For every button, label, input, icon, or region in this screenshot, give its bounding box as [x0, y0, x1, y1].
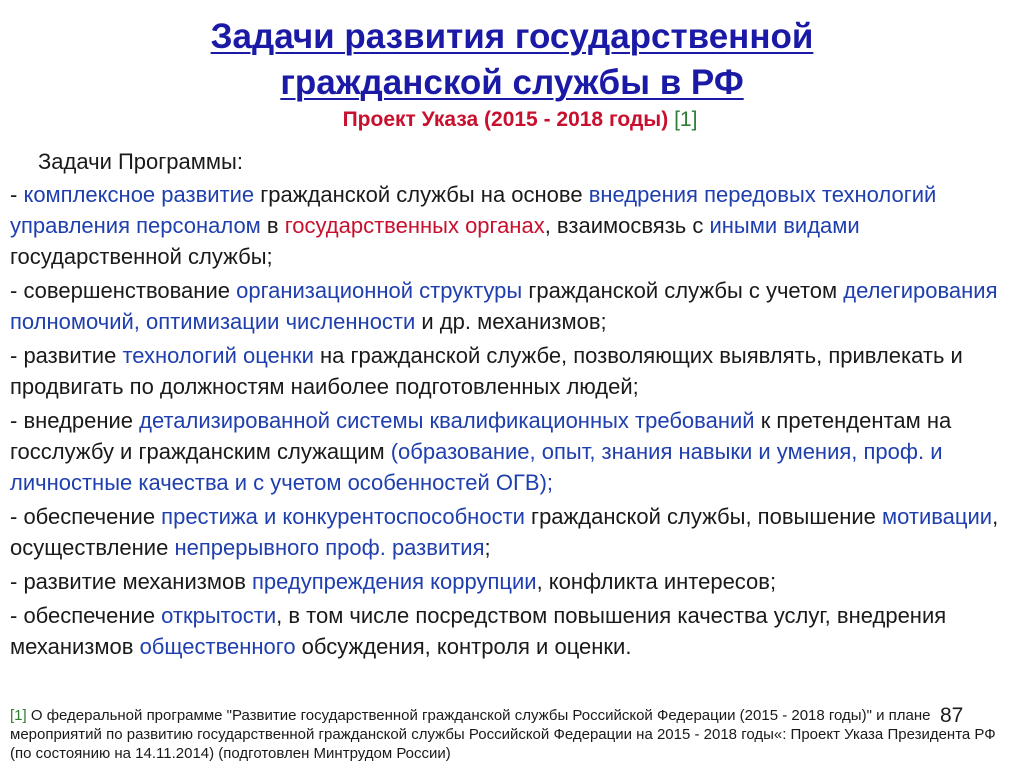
highlighted-phrase: общественного — [139, 634, 296, 659]
highlighted-phrase: технологий оценки — [122, 343, 314, 368]
highlighted-phrase: непрерывного проф. развития — [174, 535, 485, 560]
highlighted-phrase: комплексное развитие — [23, 182, 255, 207]
slide-title-line-2: гражданской службы в РФ — [280, 63, 744, 102]
highlighted-phrase: открытости — [161, 603, 277, 628]
list-item — [10, 600, 1014, 662]
item-text: и др. механизмов; — [415, 309, 607, 334]
footnote-text: О федеральной программе "Развитие государственной гражданской службы Российской Федерации (2015 - 2018 годы)" и плане мероприятий по развитию государственной гражданской службы Российской Федерации на 2015 - 2018 годы«: Проект Указа Президента РФ (по состоянию на 14.11.2014) (подготовлен Минтрудом России) — [10, 707, 996, 762]
slide-subtitle — [0, 106, 1024, 134]
subtitle-text: Проект Указа (2015 - 2018 годы) — [342, 108, 675, 131]
list-item — [10, 405, 1014, 498]
item-text: , осуществление — [10, 504, 999, 560]
item-text: - совершенствование — [10, 278, 237, 303]
list-item — [10, 179, 1014, 272]
item-text: , взаимосвязь с — [544, 213, 710, 238]
item-text: - развитие механизмов — [10, 569, 252, 594]
highlighted-phrase: иными видами — [709, 213, 860, 238]
item-text: , в том числе посредством повышения качества услуг, внедрения механизмов — [10, 603, 947, 659]
page-number: 87 — [940, 704, 964, 727]
list-item — [10, 566, 1014, 597]
item-text: - внедрение — [10, 408, 140, 433]
item-text: государственной службы; — [10, 244, 273, 269]
list-item — [10, 275, 1014, 337]
list-heading: Задачи Программы: — [38, 149, 243, 174]
item-text: обсуждения, контроля и оценки. — [295, 634, 632, 659]
subtitle-reference: [1] — [674, 108, 698, 131]
highlighted-phrase: государственных органах — [284, 213, 545, 238]
highlighted-phrase: организационной структуры — [236, 278, 523, 303]
highlighted-phrase: предупреждения коррупции — [252, 569, 537, 594]
task-items — [10, 179, 1014, 662]
item-text: - — [10, 182, 24, 207]
item-text: к претендентам на госслужбу и гражданским служащим — [10, 408, 952, 464]
slide-title-line-1: Задачи развития государственной — [210, 17, 814, 56]
highlighted-phrase: детализированной системы квалификационных требований — [139, 408, 755, 433]
highlighted-phrase: внедрения передовых технологий управления персоналом — [10, 182, 937, 238]
highlighted-phrase: (образование, опыт, знания навыки и умения, проф. и личностные качества и с учетом особенностей ОГВ); — [10, 439, 943, 495]
footnote-reference: [1] — [10, 707, 27, 724]
item-text: в — [260, 213, 285, 238]
item-text: на гражданской службе, позволяющих выявлять, привлекать и продвигать по должностям наиболее подготовленных людей; — [10, 343, 963, 399]
item-text: гражданской службы, повышение — [524, 504, 882, 529]
item-text: ; — [484, 535, 491, 560]
list-item — [10, 501, 1014, 563]
item-text: - развитие — [10, 343, 123, 368]
slide-title — [0, 14, 1024, 106]
highlighted-phrase: престижа и конкурентоспособности — [161, 504, 525, 529]
item-text: - обеспечение — [10, 504, 162, 529]
item-text: - обеспечение — [10, 603, 162, 628]
list-item — [10, 340, 1014, 402]
highlighted-phrase: делегирования полномочий, оптимизации численности — [10, 278, 998, 334]
footnote — [10, 706, 1000, 763]
item-text: гражданской службы на основе — [254, 182, 589, 207]
task-list — [10, 146, 1014, 665]
highlighted-phrase: мотивации — [882, 504, 993, 529]
item-text: , конфликта интересов; — [536, 569, 777, 594]
item-text: гражданской службы с учетом — [522, 278, 844, 303]
